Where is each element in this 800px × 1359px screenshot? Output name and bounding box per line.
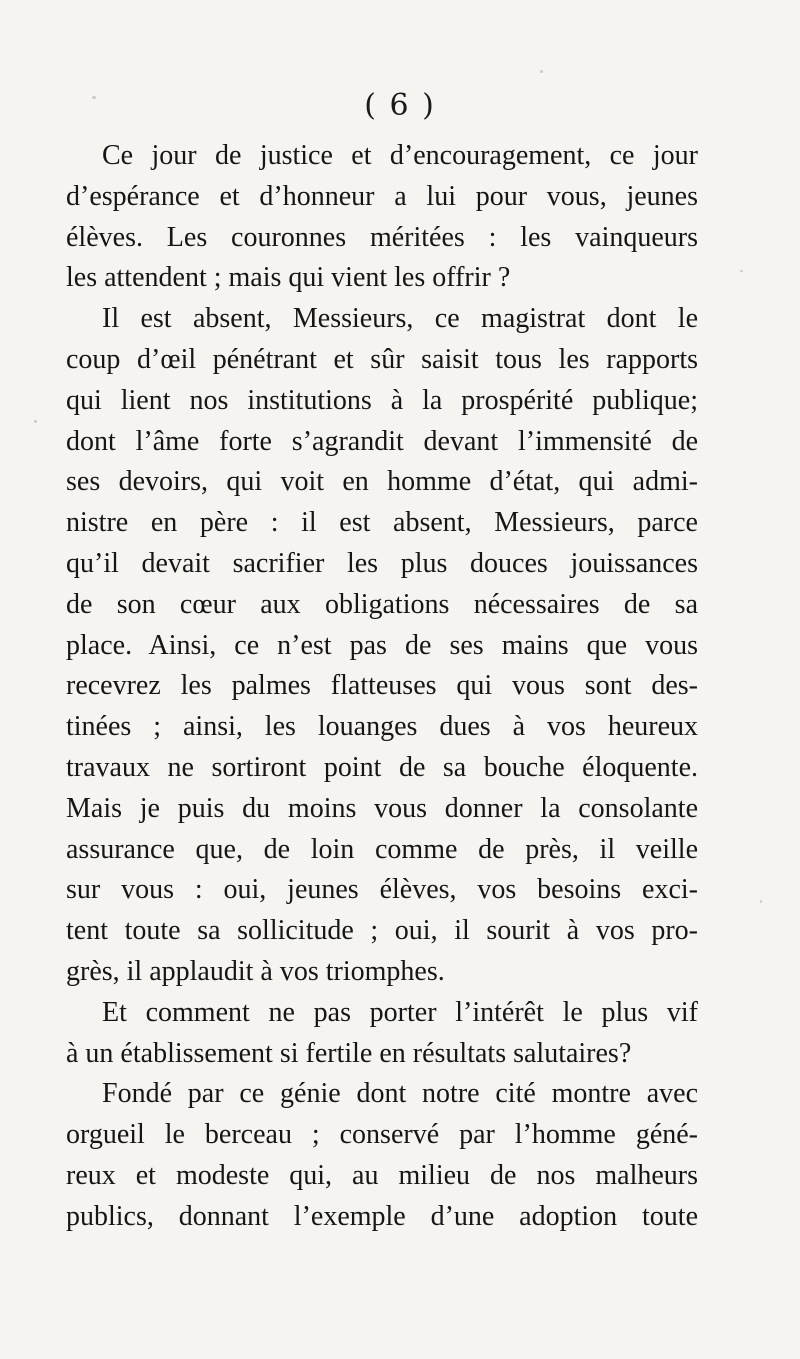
text-line: Ce jour de justice et d’encouragement, ce jour <box>102 140 698 171</box>
body-text <box>66 136 698 1238</box>
text-line: Il est absent, Messieurs, ce magistrat dont le <box>102 303 698 335</box>
text-line: recevrez les palmes flatteuses qui vous sont des- <box>66 670 698 702</box>
paper-speck <box>540 70 543 73</box>
text-line: qu’il devait sacrifier les plus douces jouissances <box>66 547 698 579</box>
paper-speck <box>34 420 37 423</box>
paper-speck <box>740 270 743 272</box>
text-line: dont l’âme forte s’agrandit devant l’immensité de <box>66 425 698 457</box>
text-line: assurance que, de loin comme de près, il veille <box>66 833 698 865</box>
text-line: d’espérance et d’honneur a lui pour vous, jeunes <box>66 180 698 212</box>
text-line: nistre en père : il est absent, Messieurs, parce <box>66 507 698 539</box>
text-line: qui lient nos institutions à la prospérité publique; <box>66 384 698 416</box>
text-line: coup d’œil pénétrant et sûr saisit tous les rapports <box>66 343 698 375</box>
text-line: grès, il applaudit à vos triomphes. <box>66 955 445 987</box>
text-line: tent toute sa sollicitude ; oui, il sourit à vos pro- <box>66 915 698 947</box>
text-line: Mais je puis du moins vous donner la consolante <box>66 792 698 824</box>
text-line: place. Ainsi, ce n’est pas de ses mains que vous <box>66 629 698 661</box>
text-line: orgueil le berceau ; conservé par l’homme géné- <box>66 1119 698 1151</box>
text-line: reux et modeste qui, au milieu de nos malheurs <box>66 1159 698 1191</box>
paper-speck <box>760 900 762 903</box>
text-line: Et comment ne pas porter l’intérêt le plus vif <box>102 996 698 1028</box>
text-line: Fondé par ce génie dont notre cité montre avec <box>102 1078 698 1110</box>
text-line: sur vous : oui, jeunes élèves, vos besoins exci- <box>66 874 698 906</box>
text-line: élèves. Les couronnes méritées : les vainqueurs <box>66 221 698 253</box>
text-line: publics, donnant l’exemple d’une adoption toute <box>66 1200 698 1232</box>
text-line: à un établissement si fertile en résultats salutaires? <box>66 1037 632 1069</box>
text-line: ses devoirs, qui voit en homme d’état, qui admi- <box>66 466 698 498</box>
page-number: ( 6 ) <box>364 88 436 123</box>
text-line: de son cœur aux obligations nécessaires de sa <box>66 588 698 620</box>
text-line: travaux ne sortiront point de sa bouche éloquente. <box>66 751 698 783</box>
text-line: les attendent ; mais qui vient les offrir ? <box>66 262 511 294</box>
text-line: tinées ; ainsi, les louanges dues à vos heureux <box>66 711 698 743</box>
